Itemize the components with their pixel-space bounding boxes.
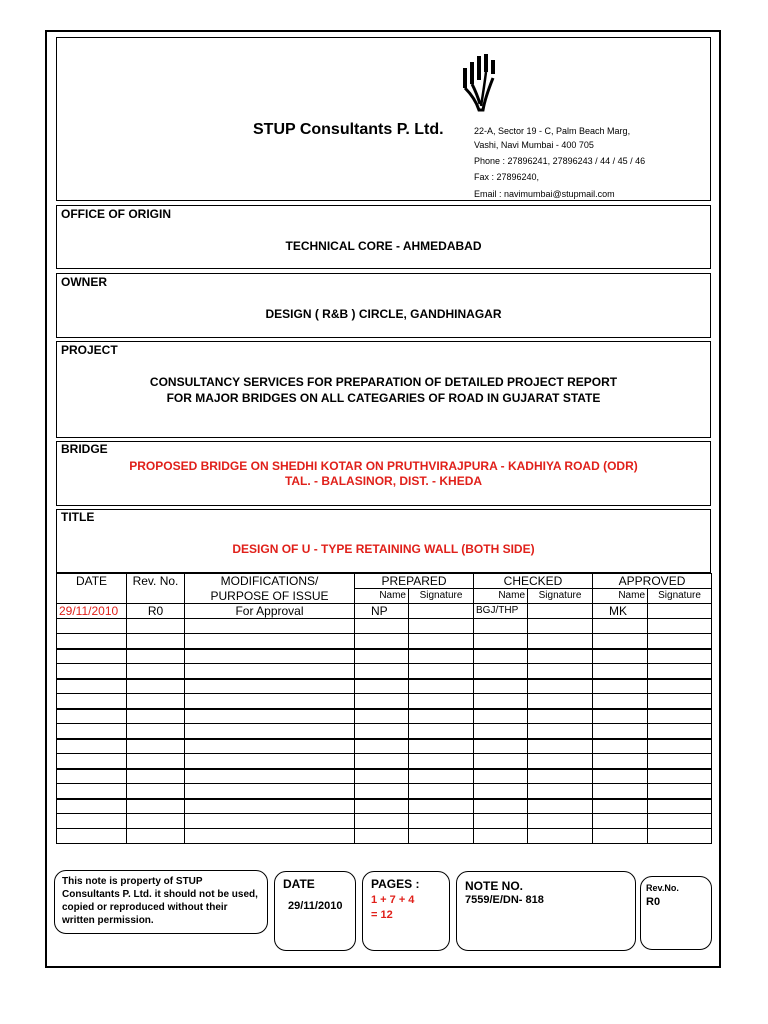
office-of-origin-value: TECHNICAL CORE - AHMEDABAD bbox=[285, 239, 482, 253]
approved-name-header: Name bbox=[593, 589, 648, 604]
header-modifications: MODIFICATIONS/ bbox=[185, 574, 355, 589]
property-note-box bbox=[54, 870, 268, 934]
table-header-row bbox=[57, 574, 712, 589]
header-purpose: PURPOSE OF ISSUE bbox=[185, 589, 355, 604]
header-checked: CHECKED bbox=[474, 574, 593, 589]
note-no-box bbox=[456, 871, 636, 951]
table-row bbox=[57, 724, 712, 739]
rev-no-value: R0 bbox=[646, 896, 661, 908]
table-row bbox=[57, 769, 712, 784]
row-approved-signature bbox=[648, 604, 712, 619]
project-line-1: CONSULTANCY SERVICES FOR PREPARATION OF DETAILED PROJECT REPORT bbox=[149, 375, 618, 389]
company-email: Email : navimumbai@stupmail.com bbox=[474, 189, 615, 199]
pages-box bbox=[362, 871, 450, 951]
prepared-name-header: Name bbox=[355, 589, 409, 604]
table-row bbox=[57, 709, 712, 724]
title-label: TITLE bbox=[61, 510, 95, 524]
pages-label: PAGES : bbox=[371, 877, 420, 891]
table-row bbox=[57, 694, 712, 709]
project-box bbox=[56, 341, 711, 438]
company-name: STUP Consultants P. Ltd. bbox=[253, 121, 444, 138]
row-checked-signature bbox=[528, 604, 593, 619]
owner-value: DESIGN ( R&B ) CIRCLE, GANDHINAGAR bbox=[265, 307, 502, 321]
table-row bbox=[57, 784, 712, 799]
table-row bbox=[57, 754, 712, 769]
bridge-label: BRIDGE bbox=[61, 442, 108, 456]
approved-signature-header: Signature bbox=[648, 589, 712, 604]
office-of-origin-box bbox=[56, 205, 711, 269]
table-row bbox=[57, 814, 712, 829]
bridge-box bbox=[56, 441, 711, 506]
rev-no-label: Rev.No. bbox=[646, 883, 679, 893]
title-box bbox=[56, 509, 711, 573]
checked-signature-header: Signature bbox=[528, 589, 593, 604]
row-checked-name: BGJ/THP bbox=[474, 604, 528, 619]
company-address-line-1: 22-A, Sector 19 - C, Palm Beach Marg, bbox=[474, 126, 631, 136]
company-phone: Phone : 27896241, 27896243 / 44 / 45 / 46 bbox=[474, 156, 646, 166]
property-note-text: This note is property of STUP Consultants P. Ltd. it should not be used, copied or reproduced without their written permission. bbox=[62, 876, 258, 926]
footer-date-value: 29/11/2010 bbox=[288, 900, 343, 912]
table-row bbox=[57, 664, 712, 679]
office-of-origin-label: OFFICE OF ORIGIN bbox=[61, 207, 171, 221]
table-row bbox=[57, 679, 712, 694]
revision-table bbox=[56, 573, 712, 844]
checked-name-header: Name bbox=[474, 589, 528, 604]
header-approved: APPROVED bbox=[593, 574, 712, 589]
project-line-2: FOR MAJOR BRIDGES ON ALL CATEGARIES OF ROAD IN GUJARAT STATE bbox=[166, 391, 601, 405]
note-no-label: NOTE NO. bbox=[465, 879, 524, 893]
pages-value-line-1: 1 + 7 + 4 bbox=[371, 894, 415, 906]
row-purpose: For Approval bbox=[185, 604, 355, 619]
bridge-line-2: TAL. - BALASINOR, DIST. - KHEDA bbox=[284, 474, 483, 488]
company-address-line-2: Vashi, Navi Mumbai - 400 705 bbox=[474, 140, 594, 150]
owner-label: OWNER bbox=[61, 275, 107, 289]
table-row bbox=[57, 799, 712, 814]
company-header bbox=[56, 37, 711, 201]
row-date: 29/11/2010 bbox=[57, 604, 127, 619]
note-no-value: 7559/E/DN- 818 bbox=[465, 894, 544, 906]
project-label: PROJECT bbox=[61, 343, 118, 357]
stup-logo-icon bbox=[459, 54, 503, 114]
bridge-line-1: PROPOSED BRIDGE ON SHEDHI KOTAR ON PRUTHVIRAJPURA - KADHIYA ROAD (ODR) bbox=[129, 459, 638, 473]
table-row bbox=[57, 649, 712, 664]
title-value: DESIGN OF U - TYPE RETAINING WALL (BOTH SIDE) bbox=[232, 542, 535, 556]
header-rev-no: Rev. No. bbox=[127, 574, 185, 604]
table-row bbox=[57, 829, 712, 844]
row-approved-name: MK bbox=[593, 604, 648, 619]
table-row bbox=[57, 739, 712, 754]
row-rev: R0 bbox=[127, 604, 185, 619]
rev-no-box bbox=[640, 876, 712, 950]
footer-date-label: DATE bbox=[283, 877, 315, 891]
row-prepared-name: NP bbox=[355, 604, 409, 619]
table-row bbox=[57, 619, 712, 634]
company-fax: Fax : 27896240, bbox=[474, 172, 540, 182]
pages-value-line-2: = 12 bbox=[371, 909, 393, 921]
header-date: DATE bbox=[57, 574, 127, 604]
prepared-signature-header: Signature bbox=[409, 589, 474, 604]
table-row bbox=[57, 634, 712, 649]
owner-box bbox=[56, 273, 711, 338]
table-row bbox=[57, 604, 712, 619]
row-prepared-signature bbox=[409, 604, 474, 619]
date-box bbox=[274, 871, 356, 951]
header-prepared: PREPARED bbox=[355, 574, 474, 589]
